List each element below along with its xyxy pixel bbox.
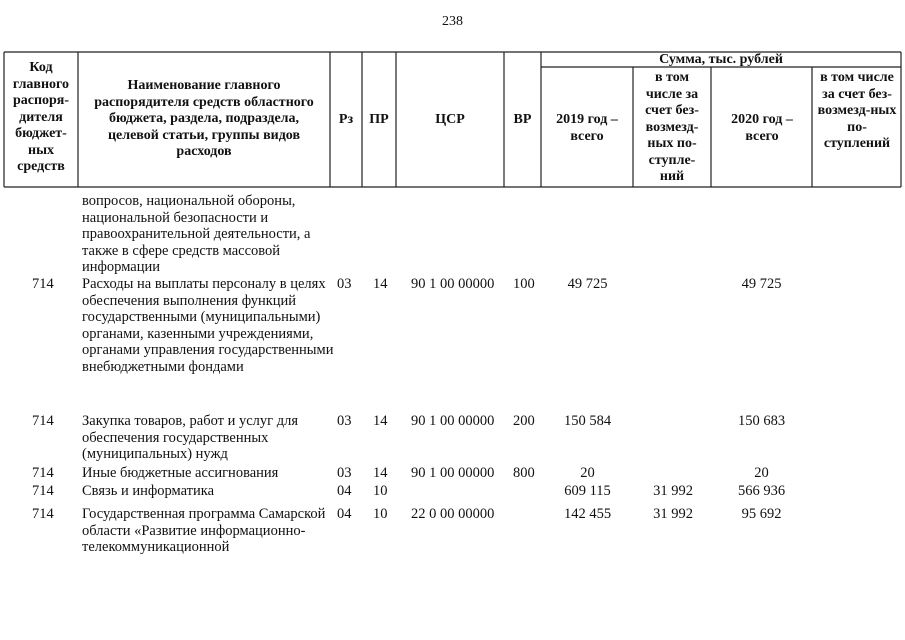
- cell-2019-total: 609 115: [564, 483, 611, 499]
- cell-name: Закупка товаров, работ и услуг для обеспечения государственных (муниципальных) нужд: [82, 413, 299, 462]
- cell-csr: 90 1 00 00000: [411, 465, 495, 481]
- cell-2020-total: 95 692: [741, 506, 782, 522]
- cell-pr: 10: [373, 506, 388, 522]
- header-vr: ВР: [513, 112, 532, 127]
- cell-rz: 03: [337, 465, 352, 481]
- cell-2019-grants: 31 992: [653, 483, 693, 499]
- cell-code: 714: [32, 413, 54, 429]
- header-pr: ПР: [369, 112, 389, 127]
- cell-name: Связь и информатика: [82, 483, 215, 499]
- cell-rz: 03: [337, 276, 352, 292]
- continuation-text: вопросов, национальной обороны, национальной безопасности и правоохранительной деятельности, а также в сфере средств массовой информации: [82, 193, 311, 275]
- cell-csr: 90 1 00 00000: [411, 413, 495, 429]
- cell-2020-total: 20: [754, 465, 769, 481]
- cell-rz: 04: [337, 506, 352, 522]
- cell-name: Расходы на выплаты персоналу в целях обеспечения выполнения функций государственными (муниципальными) органами, казенными учреждениями, органами управления государственными внебюджетными фондами: [82, 276, 334, 375]
- cell-pr: 14: [373, 413, 388, 429]
- header-2020-grants: в том числе за счет без-возмезд-ных по-ступлений: [817, 70, 897, 151]
- cell-2019-total: 150 584: [563, 413, 612, 429]
- cell-code: 714: [32, 483, 54, 499]
- cell-2020-total: 566 936: [737, 483, 786, 499]
- cell-code: 714: [32, 506, 54, 522]
- cell-vr: 200: [513, 413, 535, 429]
- cell-pr: 10: [373, 483, 388, 499]
- header-rz: Рз: [338, 112, 354, 127]
- cell-pr: 14: [373, 276, 388, 292]
- cell-2020-total: 49 725: [741, 276, 782, 292]
- cell-2019-total: 20: [580, 465, 595, 481]
- cell-rz: 03: [337, 413, 352, 429]
- header-2020-total: 2020 год – всего: [731, 112, 793, 144]
- header-2019-grants: в том числе за счет без-возмезд-ных по-ступле-ний: [645, 70, 699, 184]
- header-csr: ЦСР: [435, 112, 465, 127]
- cell-code: 714: [32, 465, 54, 481]
- cell-2019-total: 49 725: [567, 276, 608, 292]
- cell-name: Иные бюджетные ассигнования: [82, 465, 279, 481]
- header-name: Наименование главного распорядителя средств областного бюджета, раздела, подраздела, целевой статьи, группы видов расходов: [94, 78, 314, 159]
- cell-name: Государственная программа Самарской области «Развитие информационно-телекоммуникационной: [82, 506, 326, 555]
- cell-csr: 90 1 00 00000: [411, 276, 495, 292]
- cell-vr: 100: [513, 276, 535, 292]
- cell-vr: 800: [513, 465, 535, 481]
- cell-2019-grants: 31 992: [653, 506, 693, 522]
- cell-rz: 04: [337, 483, 352, 499]
- cell-2020-total: 150 683: [737, 413, 786, 429]
- cell-pr: 14: [373, 465, 388, 481]
- header-2019-total: 2019 год – всего: [556, 112, 618, 144]
- cell-csr: 22 0 00 00000: [411, 506, 495, 522]
- cell-code: 714: [32, 276, 54, 292]
- header-sum-group: Сумма, тыс. рублей: [659, 52, 783, 67]
- cell-2019-total: 142 455: [563, 506, 612, 522]
- page-number: 238: [442, 14, 463, 29]
- header-code: Код главного распоря-дителя бюджет-ных средств: [12, 60, 70, 174]
